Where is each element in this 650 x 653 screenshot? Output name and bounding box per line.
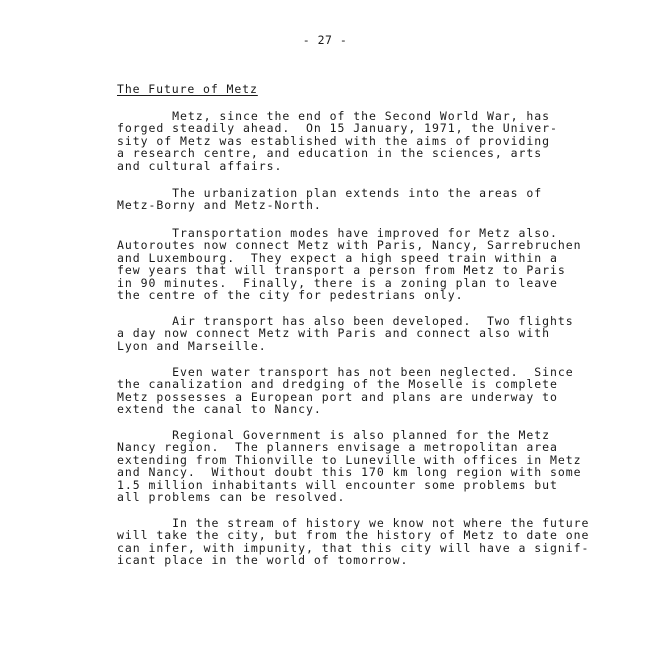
page-number: - 27 - xyxy=(302,33,348,47)
paragraph-stream-of-history: In the stream of history we know not where the future will take the city, but from the history of Metz to date one can infer, with impunity, that this city will have a signif- icant place in the world of tomorrow. xyxy=(117,516,590,568)
paragraph-water-transport: Even water transport has not been neglected. Since the canalization and dredging of the Moselle is complete Metz possesses a European port and plans are underway to extend the canal to Nancy. xyxy=(117,365,574,417)
paragraph-air-transport: Air transport has also been developed. Two flights a day now connect Metz with Paris and connect also with Lyon and Marseille. xyxy=(117,314,574,353)
paragraph-urbanization: The urbanization plan extends into the areas of Metz-Borny and Metz-North. xyxy=(117,186,543,213)
paragraph-regional-government: Regional Government is also planned for the Metz Nancy region. The planners envisage a metropolitan area extending from Thionville to Luneville with offices in Metz and Nancy. Without doubt this 170 km long region with some 1.5 million inhabitants will encounter some problems but all problems can be resolved. xyxy=(117,428,582,505)
section-title: The Future of Metz xyxy=(117,82,258,96)
paragraph-university: Metz, since the end of the Second World War, has forged steadily ahead. On 15 January, 1971, the Univer- sity of Metz was established with the aims of providing a research centre, and education in the sciences, arts and cultural affairs. xyxy=(117,109,558,173)
paragraph-transportation: Transportation modes have improved for Metz also. Autoroutes now connect Metz with Paris, Nancy, Sarrebruchen and Luxembourg. They expect a high speed train within a few years that will transport a person from Metz to Paris in 90 minutes. Finally, there is a zoning plan to leave the centre of the city for pedestrians only. xyxy=(117,226,582,303)
